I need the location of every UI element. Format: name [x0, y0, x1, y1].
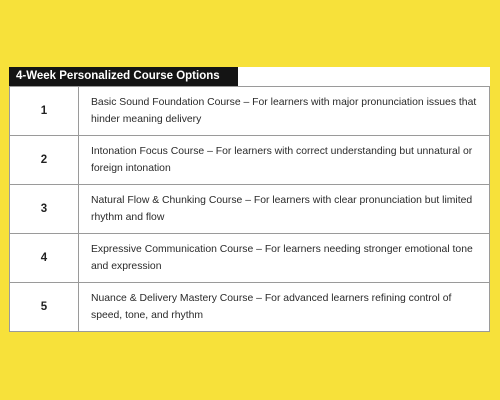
course-description: Nuance & Delivery Mastery Course – For advanced learners refining control of speed, tone, and rhythm	[79, 283, 490, 332]
course-number: 4	[10, 234, 79, 283]
course-number: 2	[10, 136, 79, 185]
table-row	[10, 185, 490, 234]
course-description: Intonation Focus Course – For learners with correct understanding but unnatural or foreign intonation	[79, 136, 490, 185]
course-number: 5	[10, 283, 79, 332]
table-row	[10, 136, 490, 185]
course-description: Natural Flow & Chunking Course – For learners with clear pronunciation but limited rhythm and flow	[79, 185, 490, 234]
course-description: Expressive Communication Course – For learners needing stronger emotional tone and expression	[79, 234, 490, 283]
table-row	[10, 283, 490, 332]
course-number: 1	[10, 87, 79, 136]
table-row	[10, 87, 490, 136]
table-row	[10, 234, 490, 283]
course-description: Basic Sound Foundation Course – For learners with major pronunciation issues that hinder meaning delivery	[79, 87, 490, 136]
table-title: 4-Week Personalized Course Options	[9, 67, 238, 86]
course-number: 3	[10, 185, 79, 234]
course-options-table	[9, 86, 490, 332]
